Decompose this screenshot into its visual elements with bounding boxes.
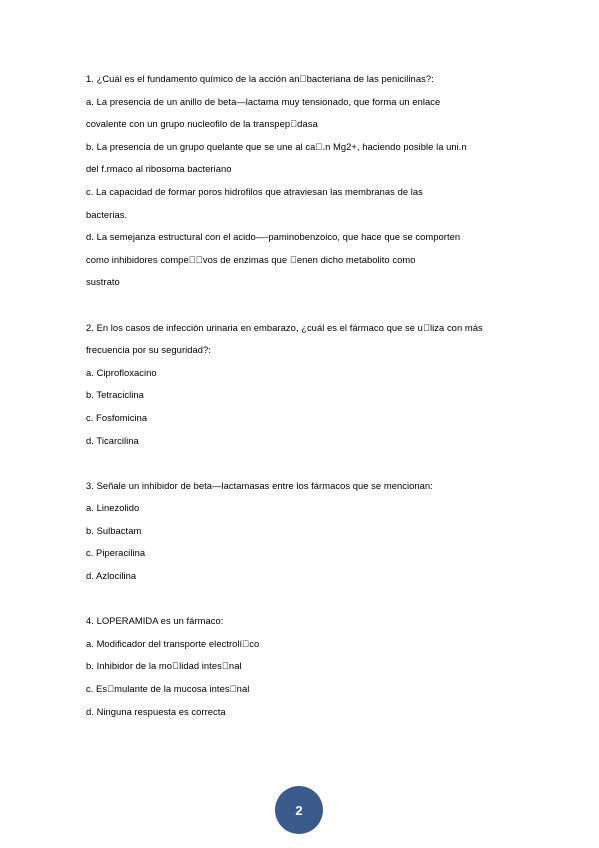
question-1 (86, 73, 526, 299)
spacer (86, 457, 526, 480)
page-number: 2 (295, 802, 303, 818)
question-2-stem: 2. En los casos de infección urinaria en embarazo, ¿cuál es el fármaco que se u liza con más (86, 321, 483, 333)
question-3-stem: 3. Señale un inhibidor de beta—lactamasas entre los fármacos que se mencionan: (86, 479, 433, 491)
question-2-option-a: a. Ciprofloxacino (86, 366, 157, 378)
question-4 (86, 615, 526, 728)
question-2-option-b: b. Tetraciclina (86, 389, 144, 401)
question-4-option-c: c. Es mulante de la mucosa intes nal (86, 683, 250, 695)
question-1-option-c: c. La capacidad de formar poros hidrofilos que atraviesan las membranas de las (86, 185, 423, 197)
question-1-option-a-cont: covalente con un grupo nucleofilo de la transpep dasa (86, 118, 318, 130)
question-1-option-a: a. La presencia de un anillo de beta—lactama muy tensionado, que forma un enlace (86, 95, 441, 107)
spacer (86, 593, 526, 616)
question-1-option-c-cont: bacterias. (86, 208, 128, 220)
question-4-stem: 4. LOPERAMIDA es un fármaco: (86, 615, 224, 627)
question-4-option-a: a. Modificador del transporte electrolí co (86, 637, 260, 649)
question-2 (86, 322, 526, 458)
question-1-option-d-cont-2: sustrato (86, 276, 120, 288)
page-number-badge (275, 786, 323, 834)
question-list (86, 73, 526, 728)
question-1-option-b: b. La presencia de un grupo quelante que se une al ca .n Mg2+, haciendo posible la uni.n (86, 140, 467, 152)
question-2-option-c: c. Fosfomicina (86, 411, 148, 423)
question-3-option-a: a. Linezolido (86, 502, 140, 514)
question-2-option-d: d. Ticarcilina (86, 434, 139, 446)
spacer (86, 299, 526, 322)
question-4-option-b: b. Inhibidor de la mo lidad intes nal (86, 660, 242, 672)
question-3-option-b: b. Sulbactam (86, 524, 142, 536)
question-3-option-d: d. Azlocilina (86, 570, 137, 582)
question-1-option-d: d. La semejanza estructural con el acido—-paminobenzoico, que hace que se comporten (86, 231, 461, 243)
question-4-option-d: d. Ninguna respuesta es correcta (86, 705, 226, 717)
question-3 (86, 480, 526, 593)
question-1-stem: 1. ¿Cuál es el fundamento químico de la acción an bacteriana de las penicilinas?: (86, 73, 434, 84)
question-3-option-c: c. Piperacilina (86, 547, 146, 559)
question-1-option-b-cont: del f.rmaco al ribosoma bacteriano (86, 163, 232, 175)
question-1-option-d-cont: como inhibidores compe  vos de enzimas que  enen dicho metabolito como (86, 253, 416, 265)
question-2-stem-cont: frecuencia por su seguridad?: (86, 344, 211, 356)
